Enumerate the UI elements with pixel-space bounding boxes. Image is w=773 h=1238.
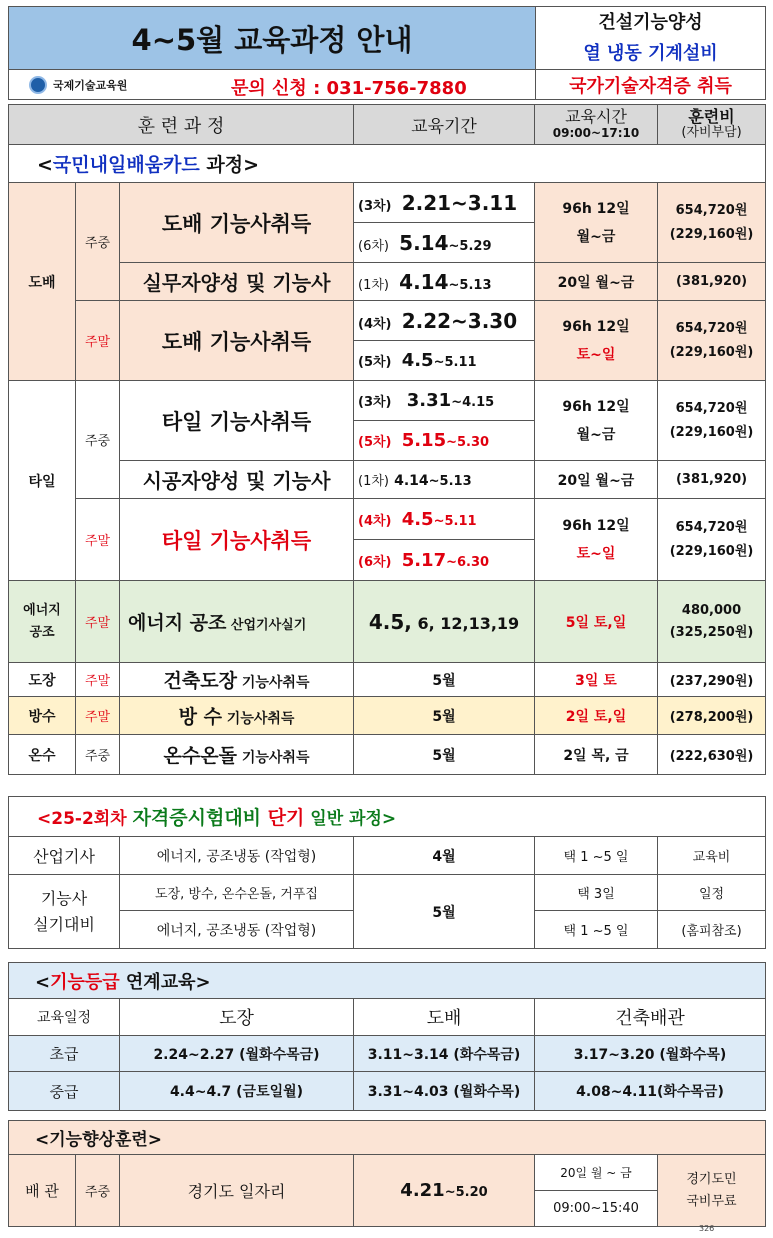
page-title: 4~5월 교육과정 안내 [9,7,536,70]
table-row [9,1121,766,1155]
tile-r2-date-big: 4.14 [394,473,429,489]
dobae-r3-b-round: (5차) [358,355,392,370]
grade-table [8,962,766,1111]
tile-r3-a-date-small: ~5.11 [433,513,477,529]
category-waterproof: 방수 [9,697,76,735]
short-section-r2-fee: 일정 [658,875,766,911]
table-row [9,999,766,1036]
table-cell [658,301,766,381]
tile-r1-fee2: (229,160원) [669,424,754,440]
grade-section-r1-paint: 2.24~2.27 (월화수목금) [120,1036,354,1072]
tile-r1-b-date-small: ~5.30 [446,435,490,450]
ondol-day: 주중 [76,735,120,775]
tile-r3-a-date-big: 4.5 [401,508,434,530]
table-row [9,381,766,421]
certificate-label: 국가기술자격증 취득 [536,70,766,100]
tile-r3-b-date-small: ~6.30 [446,554,490,570]
energy-fee1: 480,000 [681,602,742,618]
dobae-r1-fee2: (229,160원) [669,226,754,242]
table-row [9,1155,766,1191]
col-time: 교육시간 [565,106,627,126]
dobae-r3-a-round: (4차) [358,316,392,332]
grade-section-r1-level: 초급 [9,1036,120,1072]
table-cell [120,697,354,735]
dobae-r1-b-date-big: 5.14 [399,230,449,255]
dobae-r1-time2: 월~금 [576,228,616,245]
tile-r2-round: (1차) [358,474,389,489]
table-cell [535,301,658,381]
short-section-r2-cat1: 기능사 [40,888,88,908]
tile-r1-time2: 월~금 [576,426,616,443]
grade-section-h-schedule: 교육일정 [9,999,120,1036]
card-section-suffix: 과정> [199,154,260,176]
energy-category1: 에너지 [23,602,61,618]
tile-r3-b-date-big: 5.17 [401,549,447,571]
table-cell [535,381,658,461]
grade-section-r2-paint: 4.4~4.7 (금토일월) [120,1072,354,1111]
upgrade-section-day: 주중 [76,1155,120,1227]
header-table [8,6,766,100]
ondol-time: 2일 목, 금 [535,735,658,775]
upgrade-section-course: 경기도 일자리 [120,1155,354,1227]
card-section-title [9,145,766,183]
upgrade-section-fee1: 경기도민 [686,1171,737,1187]
ondol-course-small: 기능사취득 [236,750,310,766]
header-right-top: 건설기능양성 [598,12,703,33]
dobae-r2-fee: (381,920) [658,263,766,301]
table-row [9,697,766,735]
table-cell [120,735,354,775]
table-row [9,663,766,697]
waterproof-period: 5월 [354,697,535,735]
ondol-period: 5월 [354,735,535,775]
dobae-r3-time1: 96h 12일 [562,318,630,335]
grade-section-title [9,963,766,999]
category-tile: 타일 [9,381,76,581]
table-cell [354,223,535,263]
table-cell [354,461,535,499]
waterproof-day: 주말 [76,697,120,735]
table-cell [354,381,535,421]
table-cell [658,183,766,263]
grade-section-prefix: < [35,971,51,993]
table-cell [9,70,536,100]
inquiry-phone: 문의 신청 : 031-756-7880 [231,78,467,99]
col-fee-sub: (자비부담) [681,124,742,140]
tile-course-3: 타일 기능사취득 [120,499,354,581]
table-cell [535,105,658,145]
waterproof-time: 2일 토,일 [535,697,658,735]
table-cell [354,421,535,461]
dobae-weekend: 주말 [76,301,120,381]
upgrade-section-date-big: 4.21 [400,1180,445,1201]
painting-time: 3일 토 [535,663,658,697]
header-right-mid: 열 냉동 기계설비 [583,43,718,64]
painting-day: 주말 [76,663,120,697]
painting-fee: (237,290원) [658,663,766,697]
tile-course-1: 타일 기능사취득 [120,381,354,461]
waterproof-fee: (278,200원) [658,697,766,735]
table-cell [354,263,535,301]
table-row [9,875,766,911]
table-cell [354,499,535,540]
short-section-r1-period: 4월 [354,837,535,875]
energy-category2: 공조 [29,624,55,640]
energy-date-small: 6, 12,13,19 [411,613,520,633]
energy-fee2: (325,250원) [669,624,754,640]
short-section-r3-course: 에너지, 공조냉동 (작업형) [120,911,354,949]
grade-section-h-dobae: 도배 [354,999,535,1036]
table-row [9,499,766,540]
dobae-r3-fee1: 654,720원 [675,320,748,336]
grade-section-suffix: 연계교육> [119,971,211,993]
main-course-table [8,104,766,775]
grade-section-r1-pipe: 3.17~3.20 (월화수목) [535,1036,766,1072]
dobae-r1-b-date-small: ~5.29 [448,238,492,254]
table-row [9,301,766,341]
table-cell [354,183,535,223]
tile-r3-a-round: (4차) [358,513,392,529]
short-course-table [8,796,766,949]
dobae-course-1: 도배 기능사취득 [120,183,354,263]
tile-r3-time2: 토~일 [576,545,616,562]
dobae-weekday: 주중 [76,183,120,301]
table-row [9,1036,766,1072]
table-row [9,797,766,837]
short-section-part3: 단기 [261,807,305,829]
tile-r1-fee1: 654,720원 [675,400,748,416]
dobae-r2-date-small: ~5.13 [448,277,492,293]
table-row [9,70,766,100]
painting-period: 5월 [354,663,535,697]
table-row [9,461,766,499]
waterproof-course-big: 방 수 [178,706,222,728]
grade-section-r2-pipe: 4.08~4.11(화수목금) [535,1072,766,1111]
table-row [9,963,766,999]
table-cell [354,1155,535,1227]
tile-r1-a-round: (3차) [358,395,392,410]
table-cell [658,105,766,145]
tile-r2-time: 20일 월~금 [535,461,658,499]
upgrade-section-title: <기능향상훈련> [9,1121,766,1155]
card-section-title: 국민내일배움카드 [52,154,200,176]
upgrade-section-time1: 20일 월 ~ 금 [535,1155,658,1191]
tile-r1-time1: 96h 12일 [562,398,630,415]
upgrade-section-fee2: 국비무료 [686,1193,737,1209]
table-cell [658,1155,766,1227]
table-cell [120,581,354,663]
short-r2-category [9,875,120,949]
table-cell [658,499,766,581]
tile-r1-a-date-small: ~4.15 [451,395,495,410]
table-row [9,183,766,223]
table-row [9,837,766,875]
table-row [9,7,766,70]
logo-icon [29,76,47,94]
dobae-r1-b-round: (6차) [358,238,389,254]
dobae-r1-time1: 96h 12일 [562,200,630,217]
table-cell [120,663,354,697]
tile-weekday: 주중 [76,381,120,499]
category-pipe: 배 관 [9,1155,76,1227]
table-row [9,263,766,301]
short-section-r1-fee: 교육비 [658,837,766,875]
dobae-r3-fee2: (229,160원) [669,344,754,360]
table-cell [354,540,535,581]
grade-section-r2-level: 중급 [9,1072,120,1111]
dobae-r1-fee1: 654,720원 [675,202,748,218]
dobae-r3-b-date-small: ~5.11 [433,355,477,370]
tile-course-2: 시공자양성 및 기능사 [120,461,354,499]
short-section-title [9,797,766,837]
dobae-r2-round: (1차) [358,277,389,293]
tile-weekend: 주말 [76,499,120,581]
short-section-r2-time: 택 3일 [535,875,658,911]
dobae-r2-date-big: 4.14 [399,269,449,294]
tile-r2-fee: (381,920) [658,461,766,499]
grade-section-r2-dobae: 3.31~4.03 (월화수목) [354,1072,535,1111]
dobae-r3-time2: 토~일 [576,346,616,363]
table-cell [535,499,658,581]
grade-section-r1-dobae: 3.11~3.14 (화수목금) [354,1036,535,1072]
col-time-sub: 09:00~17:10 [552,125,640,140]
category-energy [9,581,76,663]
energy-time: 5일 토,일 [535,581,658,663]
dobae-r3-b-date-big: 4.5 [401,350,434,371]
waterproof-course-small: 기능사취득 [221,711,295,727]
col-course: 훈 련 과 정 [9,105,354,145]
ondol-course-big: 온수온돌 [163,745,237,767]
energy-course-small: 산업기사실기 [226,618,307,633]
grade-section-title: 기능등급 [50,971,120,993]
table-cell [354,581,535,663]
tile-r3-fee2: (229,160원) [669,543,754,559]
dobae-course-2: 실무자양성 및 기능사 [120,263,354,301]
tile-r1-b-round: (5차) [358,435,392,450]
tile-r3-fee1: 654,720원 [675,519,748,535]
category-dobae: 도배 [9,183,76,381]
short-section-part1: <25-2회차 [37,809,133,829]
short-section-r2-period: 5월 [354,875,535,949]
table-cell [658,381,766,461]
table-row [9,581,766,663]
dobae-course-3: 도배 기능사취득 [120,301,354,381]
table-row [9,145,766,183]
ondol-fee: (222,630원) [658,735,766,775]
category-painting: 도장 [9,663,76,697]
table-cell [535,183,658,263]
short-section-r3-fee: (홈피참조) [658,911,766,949]
table-row [9,735,766,775]
energy-day: 주말 [76,581,120,663]
dobae-r3-a-date: 2.22~3.30 [401,308,518,333]
table-cell [536,7,766,70]
col-fee: 훈련비 [688,106,735,126]
grade-section-h-pipe: 건축배관 [535,999,766,1036]
short-section-r3-time: 택 1 ~5 일 [535,911,658,949]
energy-course-big: 에너지 공조 [128,612,227,634]
table-cell [354,301,535,341]
grade-section-h-paint: 도장 [120,999,354,1036]
table-row [9,1072,766,1111]
dobae-r2-time: 20일 월~금 [535,263,658,301]
dobae-r1-a-round: (3차) [358,198,392,214]
short-section-part2: 자격증시험대비 [132,807,262,829]
dobae-r1-a-date: 2.21~3.11 [401,190,518,215]
card-section-prefix: < [37,154,53,176]
tile-r3-b-round: (6차) [358,554,392,570]
short-section-part4: 일반 과정> [304,809,397,829]
short-section-r2-cat2: 실기대비 [33,914,95,934]
painting-course-small: 기능사취득 [236,675,310,691]
col-period: 교육기간 [354,105,535,145]
category-ondol: 온수 [9,735,76,775]
page-number: 326 [699,1224,715,1233]
table-cell [658,581,766,663]
logo-text: 국제기술교육원 [53,79,128,92]
painting-course-big: 건축도장 [163,670,237,692]
short-section-r2-course: 도장, 방수, 온수온돌, 거푸집 [120,875,354,911]
short-section-r1-time: 택 1 ~5 일 [535,837,658,875]
energy-date-big: 4.5, [368,609,412,634]
short-section-r1-cat: 산업기사 [9,837,120,875]
tile-r3-time1: 96h 12일 [562,517,630,534]
upgrade-table [8,1120,766,1227]
tile-r1-b-date-big: 5.15 [401,430,447,451]
tile-r1-a-date-big: 3.31 [406,390,452,411]
table-cell [354,341,535,381]
table-row [9,105,766,145]
upgrade-section-date-small: ~5.20 [444,1185,488,1200]
tile-r2-date-small: ~5.13 [428,474,472,489]
upgrade-section-time2: 09:00~15:40 [535,1191,658,1227]
short-section-r1-course: 에너지, 공조냉동 (작업형) [120,837,354,875]
